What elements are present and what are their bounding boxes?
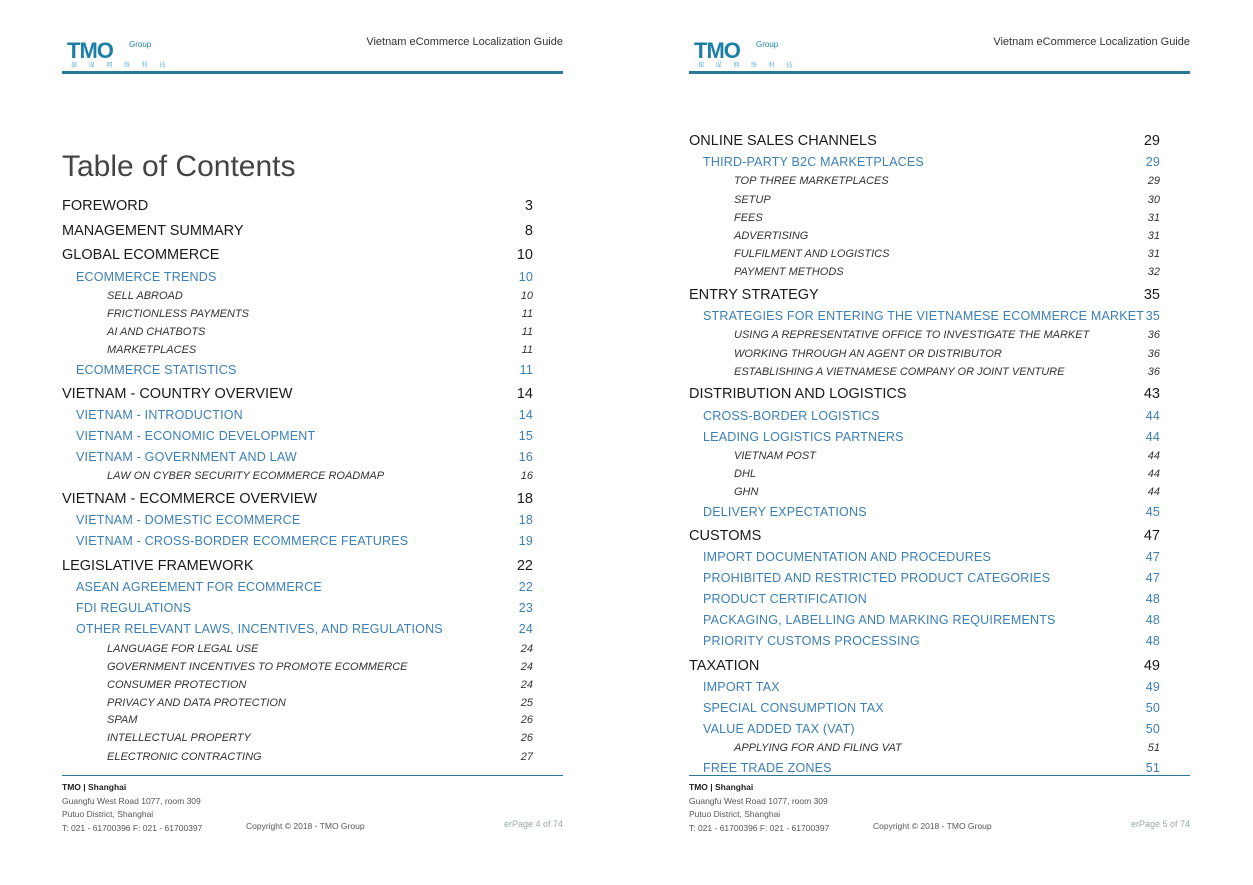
toc-entry-page: 51 [1145, 761, 1160, 775]
toc-entry-page: 43 [1143, 386, 1160, 402]
toc-entry-page: 32 [1147, 266, 1160, 278]
toc-entry-title: CUSTOMS [689, 528, 762, 544]
toc-entry-page: 18 [516, 491, 533, 507]
toc-entry-title: FREE TRADE ZONES [703, 761, 832, 775]
toc-entry-title: FDI REGULATIONS [76, 601, 192, 615]
toc-entry-title: SELL ABROAD [107, 290, 183, 302]
toc-entry-title: DELIVERY EXPECTATIONS [703, 505, 867, 519]
toc-entry-title: AI AND CHATBOTS [107, 326, 206, 338]
toc-entry-title: LAW ON CYBER SECURITY ECOMMERCE ROADMAP [107, 470, 385, 482]
toc-entry-title: TOP THREE MARKETPLACES [734, 175, 889, 187]
toc-entry-page: 31 [1147, 212, 1160, 224]
toc-entry-title: VALUE ADDED TAX (VAT) [703, 722, 855, 736]
toc-entry-title: PAYMENT METHODS [734, 266, 844, 278]
toc-entry-title: VIETNAM - INTRODUCTION [76, 408, 243, 422]
toc-entry-page: 26 [520, 732, 533, 744]
toc-entry-title: ADVERTISING [734, 230, 809, 242]
toc-entry-page: 29 [1147, 175, 1160, 187]
toc-entry-page: 14 [516, 386, 533, 402]
page-number: erPage 4 of 74 [503, 819, 563, 829]
toc-entry-title: DHL [734, 468, 757, 480]
toc-entry-page: 44 [1145, 409, 1160, 423]
toc-entry-title: GLOBAL ECOMMERCE [62, 247, 220, 263]
toc-entry-title: ESTABLISHING A VIETNAMESE COMPANY OR JOINT VENTURE [734, 366, 1065, 378]
toc-entry-page: 50 [1145, 722, 1160, 736]
toc-entry-title: ECOMMERCE STATISTICS [76, 363, 237, 377]
toc-entry-page: 31 [1147, 248, 1160, 260]
toc-entry-page: 49 [1143, 658, 1160, 674]
toc-entry-page: 11 [521, 308, 533, 320]
toc-entry-page: 29 [1143, 133, 1160, 149]
toc-entry-page: 48 [1145, 613, 1160, 627]
toc-entry-title: PACKAGING, LABELLING AND MARKING REQUIREMENTS [703, 613, 1056, 627]
toc-entry-page: 47 [1145, 550, 1160, 564]
toc-entry-title: VIETNAM - ECONOMIC DEVELOPMENT [76, 429, 316, 443]
toc-entry-page: 36 [1147, 329, 1160, 341]
toc-entry-title: VIETNAM - ECOMMERCE OVERVIEW [62, 491, 318, 507]
toc-entry-title: APPLYING FOR AND FILING VAT [734, 742, 902, 754]
toc-entry-title: SPECIAL CONSUMPTION TAX [703, 701, 884, 715]
toc-entry-title: ONLINE SALES CHANNELS [689, 133, 877, 149]
toc-entry-title: VIETNAM - GOVERNMENT AND LAW [76, 450, 297, 464]
toc-entry-title: PRIVACY AND DATA PROTECTION [107, 697, 286, 709]
toc-title: Table of Contents [62, 150, 296, 184]
toc-entry-page: 23 [518, 601, 533, 615]
toc-entry-page: 8 [524, 223, 533, 239]
toc-entry-title: WORKING THROUGH AN AGENT OR DISTRIBUTOR [734, 348, 1002, 360]
toc-entry-page: 48 [1145, 634, 1160, 648]
header-title: Vietnam eCommerce Localization Guide [993, 36, 1190, 48]
toc-entry-title: FULFILMENT AND LOGISTICS [734, 248, 890, 260]
toc-entry-title: LEGISLATIVE FRAMEWORK [62, 558, 254, 574]
toc-entry-title: FRICTIONLESS PAYMENTS [107, 308, 250, 320]
toc-entry-page: 47 [1143, 528, 1160, 544]
toc-entry-page: 44 [1147, 450, 1160, 462]
toc-entry-page: 18 [518, 513, 533, 527]
toc-entry-page: 48 [1145, 592, 1160, 606]
toc-entry-page: 10 [516, 247, 533, 263]
header-rule [689, 71, 1190, 74]
toc-entry-title: ASEAN AGREEMENT FOR ECOMMERCE [76, 580, 322, 594]
toc-entry-title: PRODUCT CERTIFICATION [703, 592, 867, 606]
footer-rule [689, 775, 1190, 776]
toc-entry-page: 45 [1145, 505, 1160, 519]
toc-entry-page: 15 [518, 429, 533, 443]
toc-entry-page: 36 [1147, 348, 1160, 360]
toc-entry-title: FEES [734, 212, 763, 224]
toc-entry-page: 31 [1147, 230, 1160, 242]
toc-entry-page: 47 [1145, 571, 1160, 585]
toc-entry-title: OTHER RELEVANT LAWS, INCENTIVES, AND REGULATIONS [76, 622, 443, 636]
toc-entry-page: 10 [518, 270, 533, 284]
toc-entry-page: 29 [1145, 155, 1160, 169]
toc-entry-title: MANAGEMENT SUMMARY [62, 223, 244, 239]
footer-address: TMO | Shanghai Guangfu West Road 1077, room 309 Putuo District, Shanghai T: 021 - 61700396 F: 021 - 61700397 [62, 782, 203, 833]
toc-entry-title: GHN [734, 486, 759, 498]
toc-entry-title: DISTRIBUTION AND LOGISTICS [689, 386, 907, 402]
toc-entry-page: 24 [520, 643, 533, 655]
toc-entry-page: 11 [519, 363, 533, 377]
header-title: Vietnam eCommerce Localization Guide [366, 36, 563, 48]
toc-entry-page: 44 [1147, 486, 1160, 498]
toc-entry-title: VIETNAM - CROSS-BORDER ECOMMERCE FEATURES [76, 534, 409, 548]
copyright: Copyright © 2018 - TMO Group [246, 821, 365, 831]
toc-entry-title: USING A REPRESENTATIVE OFFICE TO INVESTIGATE THE MARKET [734, 329, 1090, 341]
toc-entry-page: 51 [1147, 742, 1160, 754]
toc-entry-title: PRIORITY CUSTOMS PROCESSING [703, 634, 920, 648]
toc-entry-title: ENTRY STRATEGY [689, 287, 819, 303]
toc-entry-title: STRATEGIES FOR ENTERING THE VIETNAMESE ECOMMERCE MARKET [703, 309, 1145, 323]
toc-entry-page: 49 [1145, 680, 1160, 694]
toc-entry-title: ELECTRONIC CONTRACTING [107, 751, 262, 763]
page-number: erPage 5 of 74 [1130, 819, 1190, 829]
footer-rule [62, 775, 563, 776]
toc-entry-title: VIETNAM - DOMESTIC ECOMMERCE [76, 513, 301, 527]
right-page: TMO Group 探 谋 网 络 科 技 Vietnam eCommerce Localization Guide ONLINE SALES CHANNELS 29 THIRD-PARTY B2C MARKETPLACES 29 TOP THREE MARKETPLACES 29 SETUP 30 FEES 31 ADVERTISING 31 FULFILMENT AND LOGISTICS 31 PAYMENT METHODS 32 ENTRY STRATEGY 35 STRATEGIES FOR ENTERING THE VIETNAMESE ECOMMERCE MARKET 35 USING A REPRESENTATIVE OFFICE TO INVESTIGATE THE MARKET 36 WORKING THROUGH AN AGENT OR DISTRIBUTOR 36 ESTABLISHING A VIETNAMESE COMPANY OR JOINT VENTURE 36 DISTRIBUTION AND LOGISTICS 43 CROSS-BORDER LOGISTICS 44 LEADING LOGISTICS PARTNERS 44 VIETNAM POST 44 DHL 44 GHN 44 DELIVERY EXPECTATIONS 45 CUSTOMS 47 IMPORT DOCUMENTATION AND PROCEDURES 47 PROHIBITED AND RESTRICTED PRODUCT CATEGORIES 47 PRODUCT CERTIFICATION 48 PACKAGING, LABELLING AND MARKING REQUIREMENTS 48 PRIORITY CUSTOMS PROCESSING 48 TAXATION 49 IMPORT TAX 49 SPECIAL CONSUMPTION TAX 50 VALUE ADDED TAX (VAT) 50 APPLYING FOR AND FILING VAT 51 FREE TRADE ZONES 51 TMO | Shanghai Guangfu West Road 1077, room 309 Putuo District, Shanghai T: 021 - 61700396 F: 021 - 61700397 Copyright © 2018 - TMO Group erPage 5 of 74 [627, 0, 1253, 885]
toc-entry-page: 44 [1145, 430, 1160, 444]
header-rule [62, 71, 563, 74]
toc-entry-page: 24 [518, 622, 533, 636]
toc-entry-title: MARKETPLACES [107, 344, 197, 356]
toc-entry-page: 10 [520, 290, 533, 302]
toc-entry-page: 11 [521, 326, 533, 338]
toc-entry-title: SPAM [107, 714, 138, 726]
toc-entry-page: 3 [524, 198, 533, 214]
toc-entry-title: LEADING LOGISTICS PARTNERS [703, 430, 904, 444]
toc-entry-page: 30 [1147, 194, 1160, 206]
toc-entry-page: 50 [1145, 701, 1160, 715]
toc-entry-title: VIETNAM POST [734, 450, 816, 462]
toc-entry-title: VIETNAM - COUNTRY OVERVIEW [62, 386, 293, 402]
left-page: TMO Group 探 谋 网 络 科 技 Vietnam eCommerce Localization Guide Table of Contents FOREWORD 3 MANAGEMENT SUMMARY 8 GLOBAL ECOMMERCE 10 ECOMMERCE TRENDS 10 SELL ABROAD 10 FRICTIONLESS PAYMENTS 11 AI AND CHATBOTS 11 MARKETPLACES 11 ECOMMERCE STATISTICS 11 VIETNAM - COUNTRY OVERVIEW 14 VIETNAM - INTRODUCTION 14 VIETNAM - ECONOMIC DEVELOPMENT 15 VIETNAM - GOVERNMENT AND LAW 16 LAW ON CYBER SECURITY ECOMMERCE ROADMAP 16 VIETNAM - ECOMMERCE OVERVIEW 18 VIETNAM - DOMESTIC ECOMMERCE 18 VIETNAM - CROSS-BORDER ECOMMERCE FEATURES 19 LEGISLATIVE FRAMEWORK 22 ASEAN AGREEMENT FOR ECOMMERCE 22 FDI REGULATIONS 23 OTHER RELEVANT LAWS, INCENTIVES, AND REGULATIONS 24 LANGUAGE FOR LEGAL USE 24 GOVERNMENT INCENTIVES TO PROMOTE ECOMMERCE 24 CONSUMER PROTECTION 24 PRIVACY AND DATA PROTECTION 25 SPAM 26 INTELLECTUAL PROPERTY 26 ELECTRONIC CONTRACTING 27 TMO | Shanghai Guangfu West Road 1077, room 309 Putuo District, Shanghai T: 021 - 61700396 F: 021 - 61700397 Copyright © 2018 - TMO Group erPage 4 of 74 [0, 0, 626, 885]
toc-entry-title: SETUP [734, 194, 771, 206]
footer-address: TMO | Shanghai Guangfu West Road 1077, room 309 Putuo District, Shanghai T: 021 - 61700396 F: 021 - 61700397 [689, 782, 830, 833]
toc-entry-page: 36 [1147, 366, 1160, 378]
toc-entry-title: CROSS-BORDER LOGISTICS [703, 409, 880, 423]
toc-entry-page: 35 [1145, 309, 1160, 323]
toc-entry-title: THIRD-PARTY B2C MARKETPLACES [703, 155, 924, 169]
toc-entry-page: 19 [518, 534, 533, 548]
copyright: Copyright © 2018 - TMO Group [873, 821, 992, 831]
toc-entry-page: 11 [521, 344, 533, 356]
toc-entry-title: PROHIBITED AND RESTRICTED PRODUCT CATEGORIES [703, 571, 1051, 585]
toc-entry-title: IMPORT TAX [703, 680, 780, 694]
toc-entry-page: 16 [520, 470, 533, 482]
toc-entry-page: 16 [518, 450, 533, 464]
toc-entry-title: TAXATION [689, 658, 760, 674]
toc-entry-title: ECOMMERCE TRENDS [76, 270, 217, 284]
toc-entry-page: 24 [520, 661, 533, 673]
toc-entry-title: INTELLECTUAL PROPERTY [107, 732, 251, 744]
toc-entry-page: 35 [1143, 287, 1160, 303]
toc-entry-title: LANGUAGE FOR LEGAL USE [107, 643, 259, 655]
toc-entry-page: 44 [1147, 468, 1160, 480]
toc-entry-title: FOREWORD [62, 198, 149, 214]
toc-entry-page: 27 [520, 751, 533, 763]
toc-entry-title: GOVERNMENT INCENTIVES TO PROMOTE ECOMMERCE [107, 661, 408, 673]
toc-entry-page: 25 [520, 697, 533, 709]
toc-entry-title: CONSUMER PROTECTION [107, 679, 247, 691]
toc-entry-title: IMPORT DOCUMENTATION AND PROCEDURES [703, 550, 992, 564]
toc-entry-page: 26 [520, 714, 533, 726]
toc-entry-page: 22 [516, 558, 533, 574]
toc-entry-page: 14 [518, 408, 533, 422]
toc-entry-page: 24 [520, 679, 533, 691]
toc-entry-page: 22 [518, 580, 533, 594]
